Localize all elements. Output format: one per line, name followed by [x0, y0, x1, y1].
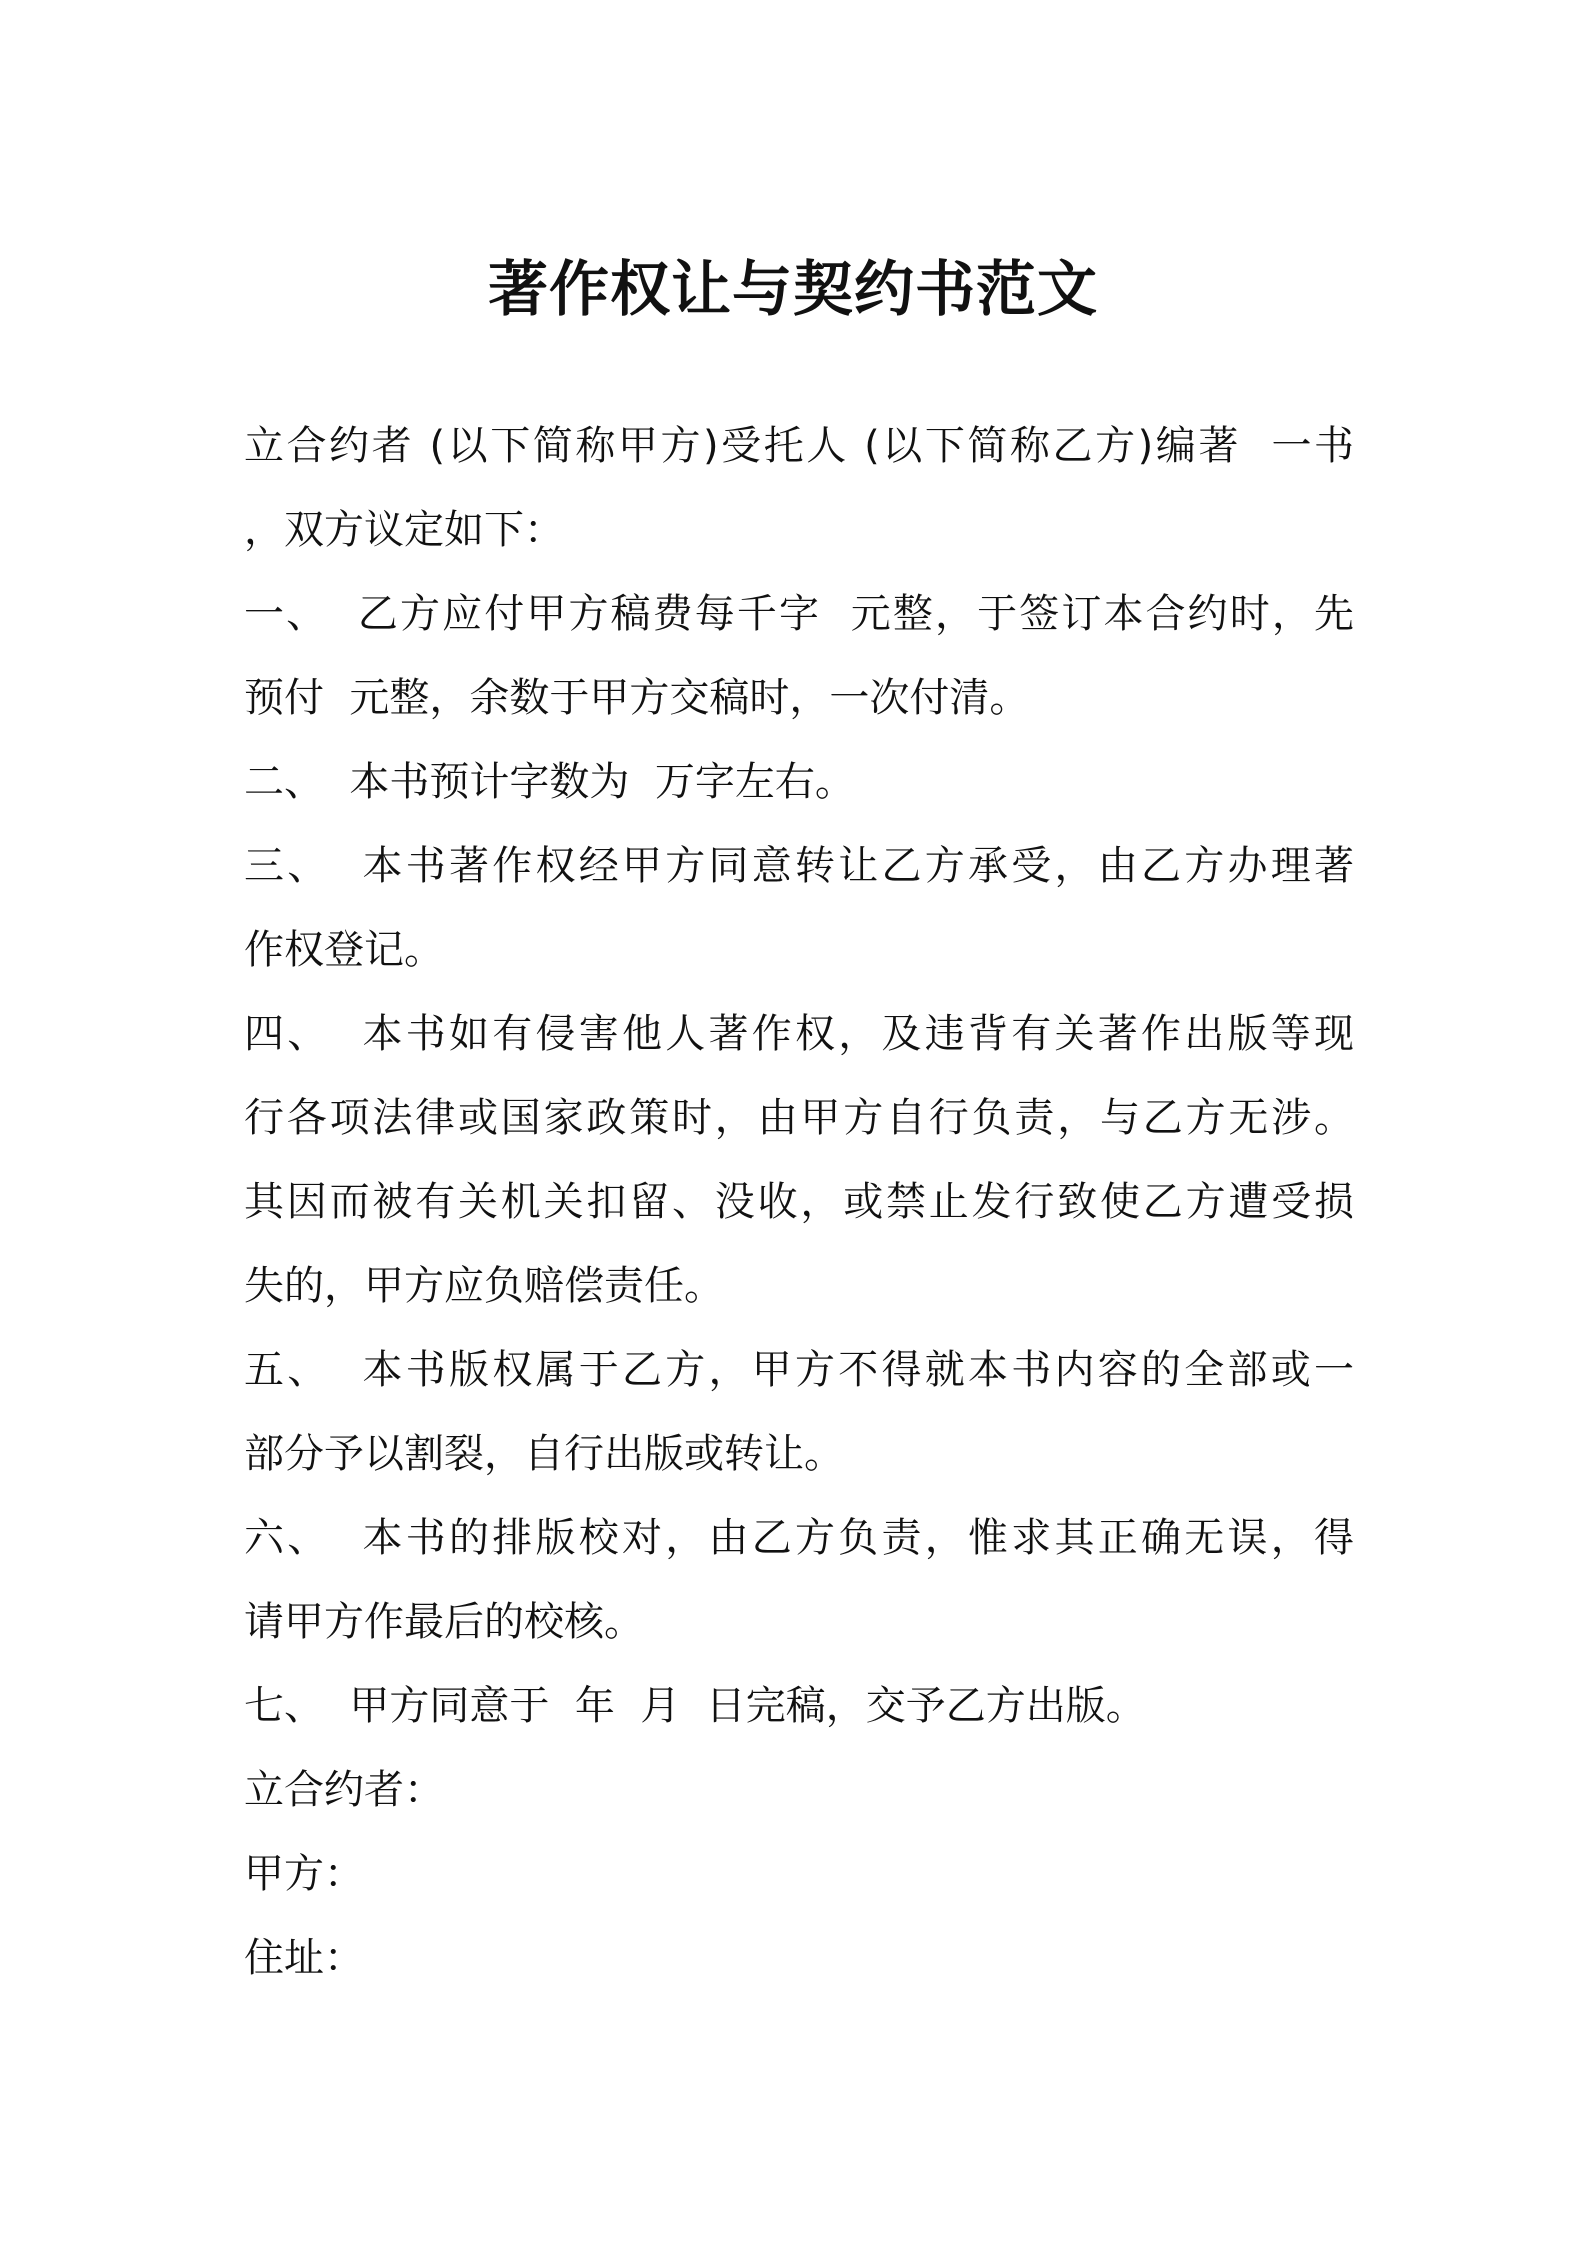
body-line-14: 六、 本书的排版校对，由乙方负责，惟求其正确无误，得 — [244, 1515, 1354, 1561]
body-line-11: 失的，甲方应负赔偿责任。 — [244, 1263, 724, 1309]
body-line-15: 请甲方作最后的校核。 — [244, 1599, 644, 1645]
body-line-12: 五、 本书版权属于乙方，甲方不得就本书内容的全部或一 — [244, 1347, 1354, 1393]
document-body — [244, 404, 1354, 2000]
body-line-6: 三、 本书著作权经甲方同意转让乙方承受，由乙方办理著 — [244, 843, 1354, 889]
body-line-3: 一、 乙方应付甲方稿费每千字 元整，于签订本合约时，先 — [244, 591, 1354, 637]
body-line-16: 七、 甲方同意于 年 月 日完稿，交予乙方出版。 — [244, 1683, 1146, 1729]
body-line-8: 四、 本书如有侵害他人著作权，及违背有关著作出版等现 — [244, 1011, 1354, 1057]
signature-label: 立合约者： — [244, 1767, 444, 1813]
body-line-9: 行各项法律或国家政策时，由甲方自行负责，与乙方无涉。 — [244, 1095, 1354, 1141]
document-title: 著作权让与契约书范文 — [488, 255, 1098, 325]
body-line-7: 作权登记。 — [244, 927, 444, 973]
body-line-1: 立合约者 (以下简称甲方)受托人 (以下简称乙方)编著 一书 — [244, 423, 1354, 469]
body-line-4: 预付 元整，余数于甲方交稿时，一次付清。 — [244, 675, 1030, 721]
body-line-5: 二、 本书预计字数为 万字左右。 — [244, 759, 855, 805]
party-a-label: 甲方： — [244, 1851, 364, 1897]
address-label: 住址： — [244, 1935, 364, 1981]
body-line-10: 其因而被有关机关扣留、没收，或禁止发行致使乙方遭受损 — [244, 1179, 1354, 1225]
body-line-2: ，双方议定如下： — [244, 507, 564, 553]
body-line-13: 部分予以割裂，自行出版或转让。 — [244, 1431, 844, 1477]
